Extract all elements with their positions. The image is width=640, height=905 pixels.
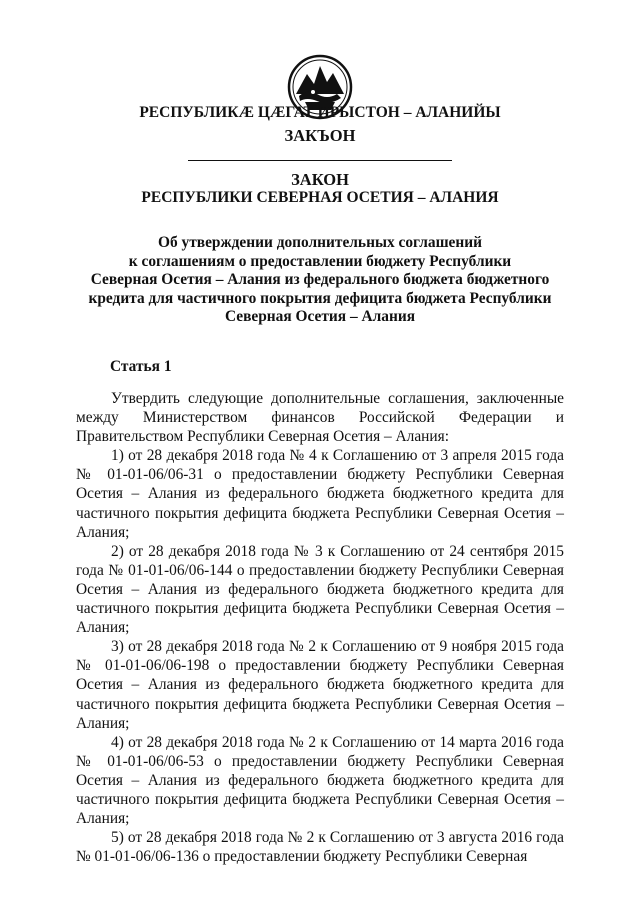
law-title-line: к соглашениям о предоставлении бюджету Республики — [128, 252, 512, 270]
body-paragraph: 5) от 28 декабря 2018 года № 2 к Соглашению от 3 августа 2016 года № 01-01-06/06-136 о предоставлении бюджету Республики Северная — [76, 829, 564, 866]
law-title-line: кредита для частичного покрытия дефицита бюджета Республики — [88, 289, 552, 307]
body-paragraph: 1) от 28 декабря 2018 года № 4 к Соглашению от 3 апреля 2015 года № 01-01-06/06-31 о предоставлении бюджету Республики Северная Осетия – Алания из федерального бюджета бюджетного кредита для частичного покрытия дефицита бюджета Республики Северная Осетия – Алания; — [76, 447, 564, 541]
law-title-line: Об утверждении дополнительных соглашений — [158, 234, 482, 251]
republic-heading: РЕСПУБЛИКИ СЕВЕРНАЯ ОСЕТИЯ – АЛАНИЯ — [141, 189, 499, 206]
body-paragraph: 2) от 28 декабря 2018 года № 3 к Соглашению от 24 сентября 2015 года № 01-01-06/06-144 о предоставлении бюджету Республики Северная Осетия – Алания из федерального бюджета бюджетного кредита для частичного покрытия дефицита бюджета Республики Северная Осетия – Алания; — [76, 542, 564, 637]
ossetian-law-heading: ЗАКЪОН — [284, 126, 356, 145]
body-paragraph: 4) от 28 декабря 2018 года № 2 к Соглашению от 14 марта 2016 года № 01-01-06/06-53 о предоставлении бюджету Республики Северная Осетия – Алания из федерального бюджета бюджетного кредита для частичного покрытия дефицита бюджета Республики Северная Осетия – Алания; — [76, 733, 564, 828]
law-heading: ЗАКОН — [291, 170, 349, 189]
law-title — [60, 234, 580, 327]
divider-line — [188, 160, 452, 161]
article-body — [76, 389, 564, 866]
body-paragraph: 3) от 28 декабря 2018 года № 2 к Соглашению от 9 ноября 2015 года № 01-01-06/06-198 о предоставлении бюджету Республики Северная Осетия – Алания из федерального бюджета бюджетного кредита для частичного покрытия дефицита бюджета Республики Северная Осетия – Алания; — [76, 638, 564, 732]
article-heading: Статья 1 — [110, 358, 172, 375]
body-paragraph: Утвердить следующие дополнительные соглашения, заключенные между Министерством финансов Российской Федерации и Правительством Республики Северная Осетия – Алания: — [76, 390, 564, 446]
law-title-line: Северная Осетия – Алания — [224, 308, 416, 326]
ossetian-republic-heading: РЕСПУБЛИКӔ ЦӔГАТ ИРЫСТОН – АЛАНИЙЫ — [139, 104, 501, 121]
law-title-line: Северная Осетия – Алания из федерального бюджета бюджетного — [90, 271, 550, 289]
